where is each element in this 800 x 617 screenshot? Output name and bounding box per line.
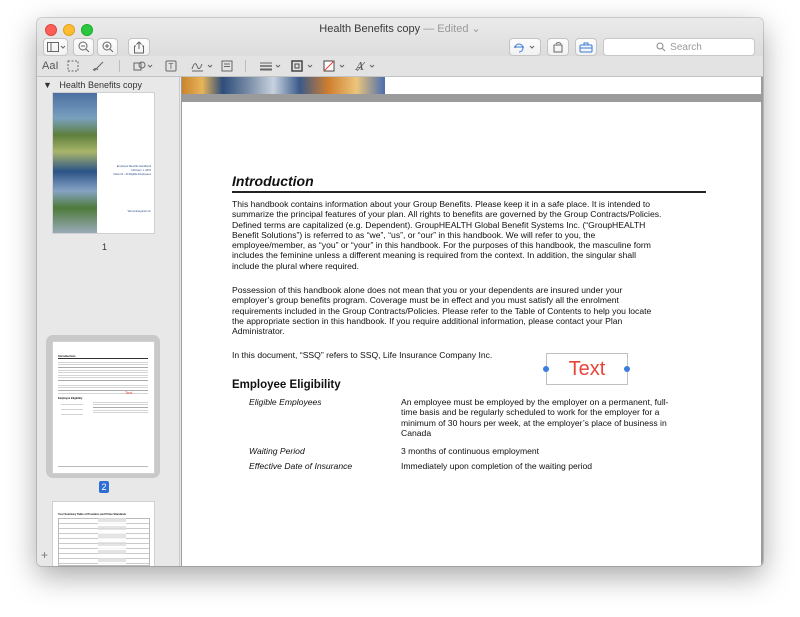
text-line: Defined terms are capitalized (e.g. Dependent). GroupHEALTH Global Benefit Systems Inc. (“GroupHEALTH xyxy=(232,219,646,230)
page-number-2: 2 xyxy=(99,481,109,493)
search-icon xyxy=(656,42,666,52)
zoom-in-icon xyxy=(102,41,114,53)
text-box-icon xyxy=(165,60,177,72)
share-icon xyxy=(133,41,145,54)
thumbnail-sidebar xyxy=(37,77,180,566)
sidebar-header[interactable]: ▼ Health Benefits copy xyxy=(43,80,142,90)
document-page[interactable] xyxy=(182,102,761,566)
text-line: time basis and be regularly scheduled to work for the employer for a xyxy=(401,407,660,418)
text-box-button[interactable] xyxy=(165,58,177,74)
rect-selection-button[interactable] xyxy=(67,58,79,74)
cover-photo-strip xyxy=(53,93,97,233)
page-thumbnail-1[interactable] xyxy=(53,93,154,233)
text-line: summarize the principal features of your plan. All rights to benefits are governed by the Group Contracts/Policies. xyxy=(232,209,662,220)
note-button[interactable] xyxy=(221,58,233,74)
page-thumbnail-3[interactable] xyxy=(53,502,154,566)
intro-paragraph-2 xyxy=(232,285,651,336)
border-color-button[interactable] xyxy=(291,58,315,74)
line-style-icon xyxy=(259,60,283,72)
font-style-button[interactable] xyxy=(355,58,377,74)
eligibility-heading: Employee Eligibility xyxy=(232,379,341,391)
text-line: minimum of 30 hours per week, at the employer’s place of business in xyxy=(401,417,667,428)
font-icon xyxy=(355,60,377,72)
preview-window xyxy=(37,18,763,566)
annotation-right-handle[interactable] xyxy=(624,366,630,372)
text-line: requirements included in the Group Contracts/Policies. Please refer to the Table of Contents to help you locate xyxy=(232,305,652,316)
border-color-icon xyxy=(291,60,315,72)
sign-button[interactable] xyxy=(191,58,215,74)
rotate-icon xyxy=(513,42,537,53)
note-icon xyxy=(221,60,233,72)
thumb-page2-title: Introduction xyxy=(58,354,76,358)
share-button[interactable] xyxy=(128,38,150,56)
toolbox-icon xyxy=(579,41,593,53)
waiting-period-value: 3 months of continuous employment xyxy=(401,446,540,456)
toolbar-divider xyxy=(119,60,120,72)
text-style-label: AaI xyxy=(42,60,59,72)
search-field[interactable] xyxy=(603,38,755,56)
text-line: An employee must be employed by the employer on a permanent, full- xyxy=(401,397,669,407)
search-placeholder: Search xyxy=(670,41,702,53)
svg-text:A: A xyxy=(356,60,364,72)
text-line: Administrator. xyxy=(232,326,285,337)
signature-icon xyxy=(191,60,215,72)
window-title xyxy=(37,22,763,35)
cover-line: Class 01 - All Eligible Employees xyxy=(113,173,151,176)
markup-toolbar xyxy=(37,56,763,77)
eligibility-row-label: Eligible Employees xyxy=(249,397,322,407)
sidebar-toggle-button[interactable] xyxy=(43,38,68,56)
cover-company: Winnenbergand Ltd. xyxy=(127,210,151,213)
window-title-text: Health Benefits copy xyxy=(319,23,421,35)
waiting-period-label: Waiting Period xyxy=(249,446,305,456)
text-line: Canada xyxy=(401,427,432,438)
pencil-icon xyxy=(92,60,106,72)
zoom-out-button[interactable] xyxy=(73,38,94,56)
eligibility-row-value xyxy=(401,397,701,438)
text-line: Possession of this handbook alone does not mean that you or your dependents are insured under your xyxy=(232,285,623,295)
page-thumbnail-2[interactable] xyxy=(53,342,154,473)
rotate-left-icon xyxy=(552,41,564,53)
text-line: includes the feminine unless a different meaning is required from the context. In addition, the singular shall xyxy=(232,250,636,261)
sketch-button[interactable] xyxy=(92,58,106,74)
text-annotation-box[interactable]: Text xyxy=(546,353,628,385)
add-page-button[interactable]: + xyxy=(41,548,49,562)
rotate-button[interactable] xyxy=(509,38,541,56)
fill-color-icon xyxy=(323,60,347,72)
text-line: employer’s group benefits program. Coverage must be in effect and you must satisfy all the enrolment xyxy=(232,295,619,306)
fill-color-button[interactable] xyxy=(323,58,347,74)
intro-paragraph-1 xyxy=(232,199,661,271)
rotate-left-button[interactable] xyxy=(547,38,569,56)
edited-status[interactable]: — Edited ⌄ xyxy=(420,23,481,35)
text-line: include the plural where required. xyxy=(232,260,360,271)
text-style-button[interactable] xyxy=(42,58,59,74)
sidebar-document-title: Health Benefits copy xyxy=(59,80,142,90)
document-view[interactable] xyxy=(181,77,763,566)
text-line: This handbook contains information about your Group Benefits. Please keep it in a safe place. It is intended to xyxy=(232,199,651,209)
intro-heading: Introduction xyxy=(232,173,314,189)
heading-rule xyxy=(232,191,706,193)
shapes-button[interactable] xyxy=(133,58,155,74)
markup-toolbar-button[interactable] xyxy=(575,38,597,56)
intro-paragraph-3: In this document, “SSQ” refers to SSQ, Life Insurance Company Inc. xyxy=(232,350,493,360)
effective-date-label: Effective Date of Insurance xyxy=(249,461,353,471)
text-line: employee/member, as “you” or “your” in this handbook. For the purposes of this handbook, the masculine form xyxy=(232,240,651,251)
text-line: the appropriate section in this handbook. If you require additional information, please contact your Plan xyxy=(232,315,623,326)
svg-text:T: T xyxy=(168,62,174,71)
thumb-annotation: Text xyxy=(125,390,133,395)
cover-photo-banner xyxy=(182,77,385,94)
cover-line: Employee Benefits Handbook xyxy=(116,165,151,168)
previous-page-bottom xyxy=(182,77,761,94)
zoom-out-icon xyxy=(78,41,90,53)
effective-date-value: Immediately upon completion of the waiting period xyxy=(401,461,593,471)
sidebar-icon xyxy=(47,42,65,53)
thumb-page3-title: Your Summary Table of Providers and Prime Standards xyxy=(58,513,127,516)
text-line: Benefit Solutions”) is referred to as “we”, “us”, or “our” in this handbook. We will refer to you, the xyxy=(232,229,596,240)
toolbar-divider xyxy=(245,60,246,72)
annotation-left-handle[interactable] xyxy=(543,366,549,372)
thumb-page2-section: Employee Eligibility xyxy=(58,397,83,400)
line-style-button[interactable] xyxy=(259,58,283,74)
cover-line: February 1, 2015 xyxy=(131,169,151,172)
page-number-1: 1 xyxy=(102,242,108,252)
shapes-icon xyxy=(133,60,155,72)
zoom-in-button[interactable] xyxy=(97,38,118,56)
selection-icon xyxy=(67,60,79,72)
